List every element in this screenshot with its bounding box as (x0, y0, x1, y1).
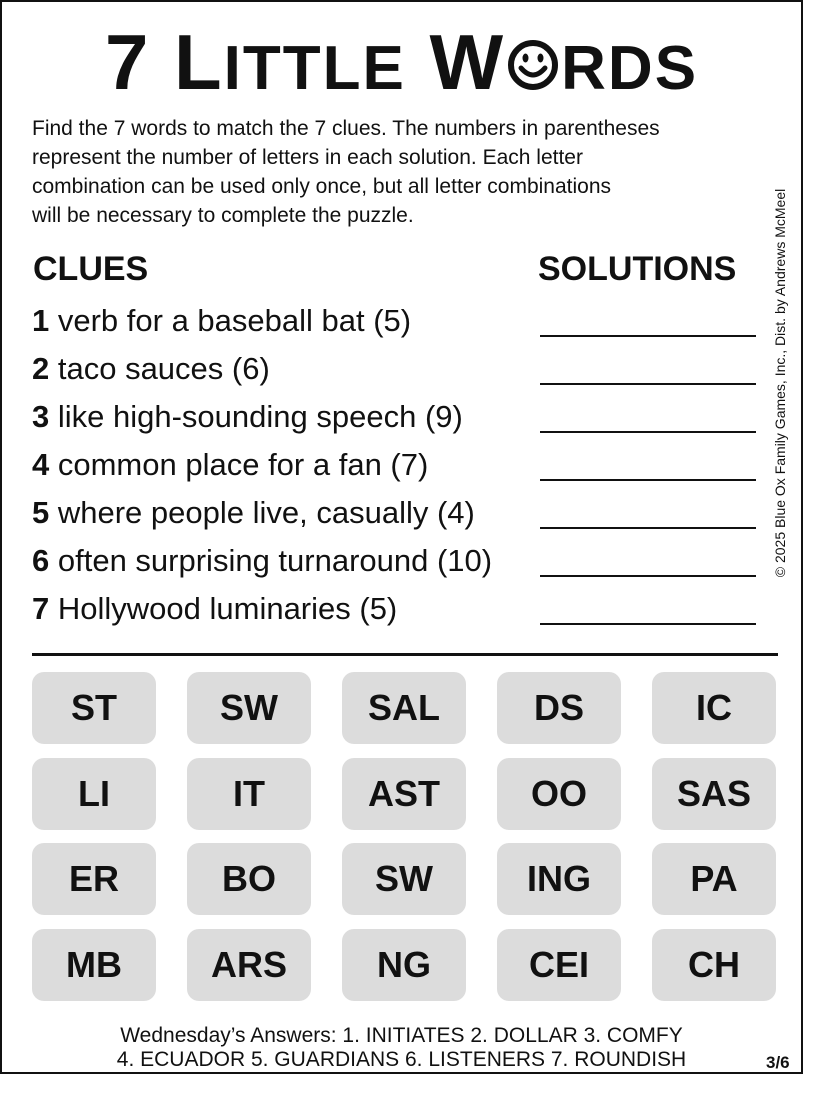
letter-tile[interactable]: ER (32, 843, 156, 915)
clue-1 (32, 301, 411, 341)
clue-text: like high-sounding speech (9) (49, 399, 463, 434)
instructions-line: represent the number of letters in each solution. Each letter (32, 146, 583, 169)
puzzle-date: 3/6 (766, 1053, 790, 1072)
clue-4 (32, 445, 428, 485)
solutions-header: SOLUTIONS (538, 250, 737, 288)
letter-tile[interactable]: AST (342, 758, 466, 830)
solution-blank-3[interactable] (540, 431, 756, 433)
letter-tile[interactable]: SW (187, 672, 311, 744)
copyright-credit: © 2025 Blue Ox Family Games, Inc., Dist. by Andrews McMeel (772, 188, 788, 578)
letter-tile[interactable]: SW (342, 843, 466, 915)
smiley-face-icon (507, 37, 559, 93)
letter-tile[interactable]: IC (652, 672, 776, 744)
clue-number: 6 (32, 543, 50, 578)
instructions-line: combination can be used only once, but all letter combinations (32, 175, 612, 198)
title-little-rest: ITTLE (223, 34, 406, 103)
clue-7 (32, 589, 397, 629)
letter-tile[interactable]: ING (497, 843, 621, 915)
clue-number: 7 (32, 591, 50, 626)
clue-2 (32, 349, 270, 389)
clue-3 (32, 397, 463, 437)
section-divider (32, 653, 778, 656)
previous-answers (0, 1024, 803, 1072)
letter-tile[interactable]: BO (187, 843, 311, 915)
clue-text: common place for a fan (7) (49, 447, 429, 482)
letter-tile[interactable]: PA (652, 843, 776, 915)
clue-number: 4 (32, 447, 50, 482)
solution-blank-2[interactable] (540, 383, 756, 385)
answers-line: Wednesday’s Answers: 1. INITIATES 2. DOLLAR 3. COMFY (120, 1024, 683, 1047)
letter-tile[interactable]: LI (32, 758, 156, 830)
letter-tile[interactable]: IT (187, 758, 311, 830)
clue-text: often surprising turnaround (10) (49, 543, 493, 578)
title-number: 7 (104, 18, 151, 106)
letter-tile[interactable]: OO (497, 758, 621, 830)
letter-tile[interactable]: CH (652, 929, 776, 1001)
clue-text: Hollywood luminaries (5) (49, 591, 398, 626)
solution-blank-6[interactable] (540, 575, 756, 577)
letter-tile[interactable]: SAS (652, 758, 776, 830)
title-words-rest: RDS (561, 34, 699, 103)
letter-tile[interactable]: DS (497, 672, 621, 744)
clue-number: 1 (32, 303, 50, 338)
clue-number: 2 (32, 351, 50, 386)
letter-tile[interactable]: CEI (497, 929, 621, 1001)
clue-text: taco sauces (6) (49, 351, 270, 386)
letter-tile[interactable]: NG (342, 929, 466, 1001)
letter-tile[interactable]: ARS (187, 929, 311, 1001)
solution-blank-1[interactable] (540, 335, 756, 337)
clue-5 (32, 493, 475, 533)
clues-header: CLUES (33, 250, 149, 288)
instructions-line: Find the 7 words to match the 7 clues. The numbers in parentheses (32, 117, 660, 140)
instructions (32, 114, 780, 230)
puzzle-title (0, 18, 803, 113)
title-words-initial: W (429, 18, 506, 106)
clue-text: verb for a baseball bat (5) (49, 303, 412, 338)
letter-tile[interactable]: MB (32, 929, 156, 1001)
title-little-initial: L (174, 18, 224, 106)
letter-tile[interactable]: ST (32, 672, 156, 744)
solution-blank-7[interactable] (540, 623, 756, 625)
letter-tile[interactable]: SAL (342, 672, 466, 744)
clue-number: 3 (32, 399, 50, 434)
clue-text: where people live, casually (4) (49, 495, 475, 530)
clue-number: 5 (32, 495, 50, 530)
clue-6 (32, 541, 492, 581)
instructions-line: will be necessary to complete the puzzle. (32, 204, 414, 227)
solution-blank-5[interactable] (540, 527, 756, 529)
solution-blank-4[interactable] (540, 479, 756, 481)
answers-line: 4. ECUADOR 5. GUARDIANS 6. LISTENERS 7. ROUNDISH (116, 1048, 687, 1071)
